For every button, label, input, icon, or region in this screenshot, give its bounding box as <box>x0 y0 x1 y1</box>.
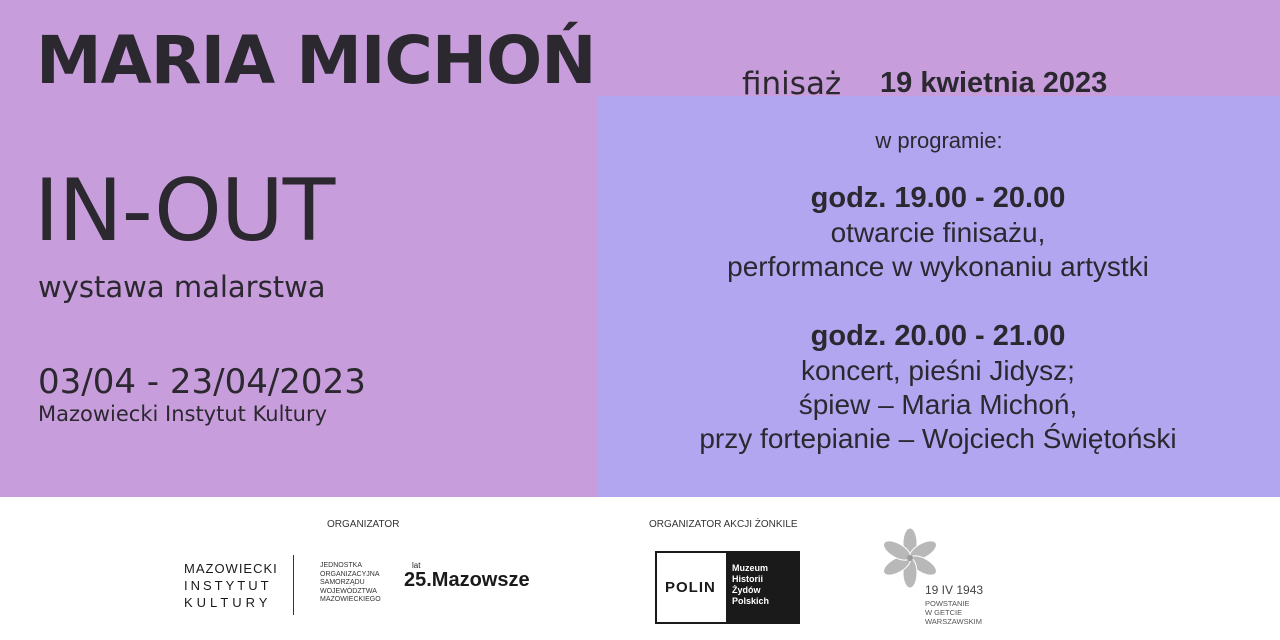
polin-logo <box>655 551 800 624</box>
finisaz-date: 19 kwietnia 2023 <box>880 67 1108 99</box>
mik-desc-line: ORGANIZACYJNA <box>320 570 380 578</box>
ghetto-text-line: W GETCIE <box>925 608 963 617</box>
program-line: śpiew – Maria Michoń, <box>798 389 1078 420</box>
exhibition-dates: 03/04 - 23/04/2023 <box>38 362 366 402</box>
mik-logo <box>184 560 278 611</box>
program-line: otwarcie finisażu, <box>830 217 1046 248</box>
logo-divider <box>293 555 294 615</box>
exhibition-venue: Mazowiecki Instytut Kultury <box>38 402 328 426</box>
exhibition-subtitle: wystawa malarstwa <box>38 270 326 304</box>
ghetto-uprising-text <box>925 599 982 626</box>
ghetto-uprising-date: 19 IV 1943 <box>925 583 984 597</box>
polin-text-line: Historii <box>732 574 764 584</box>
daffodil-icon <box>880 528 940 588</box>
mik-desc-line: WOJEWÓDZTWA <box>320 587 377 595</box>
polin-text <box>732 563 769 607</box>
program-time: godz. 19.00 - 20.00 <box>810 182 1066 214</box>
exhibition-title: IN-OUT <box>34 161 335 261</box>
program-line: koncert, pieśni Jidysz; <box>801 355 1075 386</box>
artist-name: MARIA MICHOŃ <box>36 22 596 99</box>
mik-logo-line: MAZOWIECKI <box>184 561 278 576</box>
mik-logo-line: INSTYTUT <box>184 578 272 593</box>
polin-word: POLIN <box>665 579 716 596</box>
program-section <box>598 96 1280 497</box>
mik-desc-line: SAMORZĄDU <box>320 579 365 586</box>
polin-dark-panel <box>726 553 798 622</box>
program-line: performance w wykonaniu artystki <box>727 251 1149 282</box>
mik-desc-line: JEDNOSTKA <box>320 562 363 569</box>
mik-logo-line: KULTURY <box>184 595 272 610</box>
mazowsze-text: 25.Mazowsze <box>404 569 530 591</box>
polin-text-line: Muzeum <box>732 563 768 573</box>
program-line: przy fortepianie – Wojciech Świętoński <box>699 423 1177 454</box>
mazowsze-lat: lat <box>412 561 421 570</box>
program-time: godz. 20.00 - 21.00 <box>810 320 1066 352</box>
ghetto-text-line: POWSTANIE <box>925 599 970 608</box>
finisaz-label: finisaż <box>742 66 842 102</box>
mik-description <box>320 562 381 605</box>
mazowsze-logo <box>404 561 530 592</box>
ghetto-text-line: WARSZAWSKIM <box>925 617 982 626</box>
organizer-label: ORGANIZATOR <box>327 519 400 530</box>
polin-text-line: Polskich <box>732 596 770 606</box>
action-organizer-label: ORGANIZATOR AKCJI ŻONKILE <box>649 519 798 530</box>
program-block <box>578 180 1280 284</box>
program-heading: w programie: <box>875 128 1003 153</box>
polin-text-line: Żydów <box>732 585 761 595</box>
program-block <box>578 318 1280 456</box>
mik-desc-line: MAZOWIECKIEGO <box>320 596 381 603</box>
